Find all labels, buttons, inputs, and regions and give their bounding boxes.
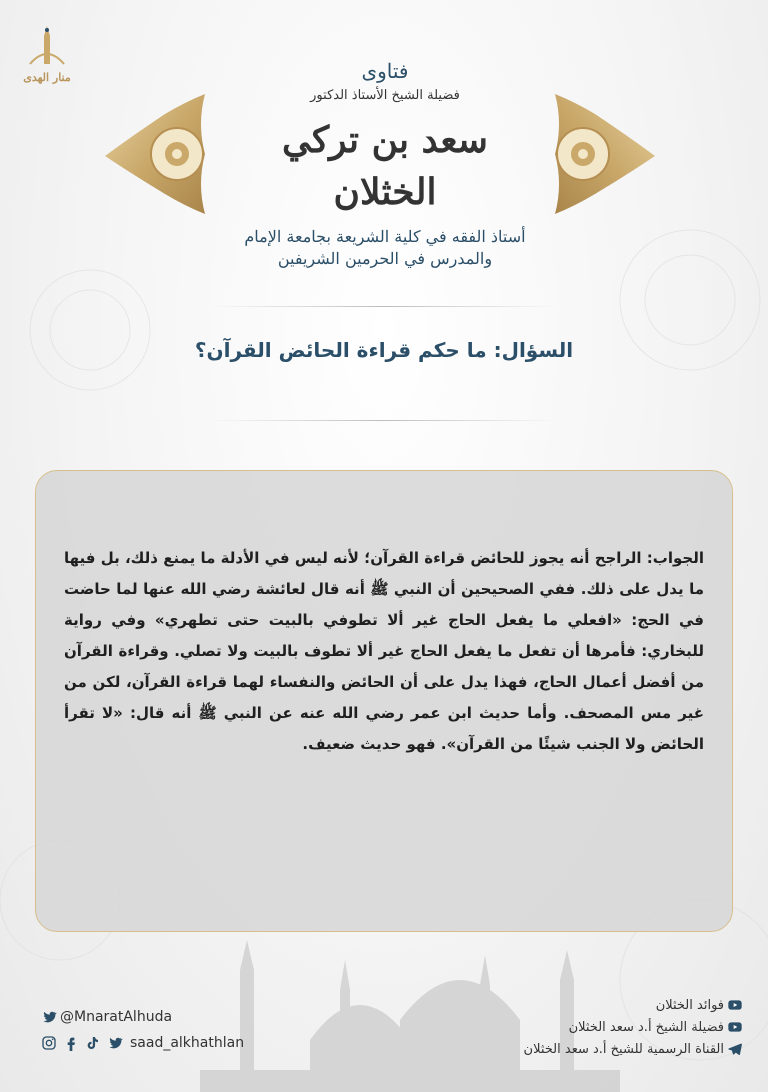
tiktok-icon[interactable] xyxy=(85,1035,101,1051)
twitter-icon[interactable] xyxy=(107,1035,123,1051)
sheikh-name: سعد بن تركي الخثلان xyxy=(282,119,488,213)
honorific: فضيلة الشيخ الأستاذ الدكتور xyxy=(310,88,460,103)
site-logo xyxy=(20,24,74,84)
footer-channels xyxy=(524,994,746,1060)
question-heading: السؤال: ما حكم قراءة الحائض القرآن؟ xyxy=(194,338,574,362)
fatawa-title: فتاوى xyxy=(361,59,409,83)
channel-link-2[interactable] xyxy=(524,1016,746,1038)
twitter-icon[interactable] xyxy=(41,1009,57,1025)
facebook-icon[interactable] xyxy=(63,1035,79,1051)
channel-link-1[interactable] xyxy=(524,994,746,1016)
youtube-icon xyxy=(727,1019,743,1035)
divider-bottom xyxy=(210,420,558,421)
ornament-left-icon xyxy=(105,94,225,214)
channel-label: فوائد الخثلان xyxy=(655,997,724,1013)
channel-link-3[interactable] xyxy=(524,1038,746,1060)
title-line-1: أستاذ الفقه في كلية الشريعة بجامعة الإمام xyxy=(244,227,526,246)
answer-text: الجواب: الراجح أنه يجوز للحائض قراءة القرآن؛ لأنه ليس في الأدلة ما يمنع ذلك، بل فيها ما يدل على ذلك. ففي الصحيحين أن النبي ﷺ أنه قال لعائشة رضي الله عنها لما حاضت في الحج: «افعلي ما يفعل الحاج غير ألا تطوفي بالبيت حتى تطهري» وفي رواية للبخاري: فأمرها أن تفعل ما يفعل الحاج غير ألا تطوف بالبيت ولا تصلي. وقراءة القرآن من أفضل أعمال الحاج، فهذا يدل على أن الحائض والنفساء لهما قراءة القرآن، لكن من غير مس المصحف. وأما حديث ابن عمر رضي الله عنه عن النبي ﷺ أنه قال: «لا تقرأ الحائض ولا الجنب شيئًا من القرآن». فهو حديث ضعيف. xyxy=(64,549,704,753)
telegram-icon xyxy=(727,1041,743,1057)
answer-box xyxy=(35,470,733,932)
divider-top xyxy=(210,306,558,307)
title-line-2: والمدرس في الحرمين الشريفين xyxy=(277,249,493,268)
channel-label: القناة الرسمية للشيخ أ.د سعد الخثلان xyxy=(523,1041,724,1057)
ornament-right-icon xyxy=(535,94,655,214)
footer-twitter-row xyxy=(38,1004,244,1030)
twitter-handle[interactable]: @MnaratAlhuda xyxy=(60,1009,173,1025)
instagram-icon[interactable] xyxy=(41,1035,57,1051)
logo-name: منار الهدى xyxy=(23,71,71,84)
channel-label: فضيلة الشيخ أ.د سعد الخثلان xyxy=(568,1019,724,1035)
minaret-logo-icon xyxy=(20,24,74,68)
youtube-icon xyxy=(727,997,743,1013)
footer-social-row xyxy=(38,1030,244,1056)
footer-social xyxy=(38,1004,244,1056)
header xyxy=(230,58,540,270)
social-handle[interactable]: saad_alkhathlan xyxy=(130,1035,245,1051)
